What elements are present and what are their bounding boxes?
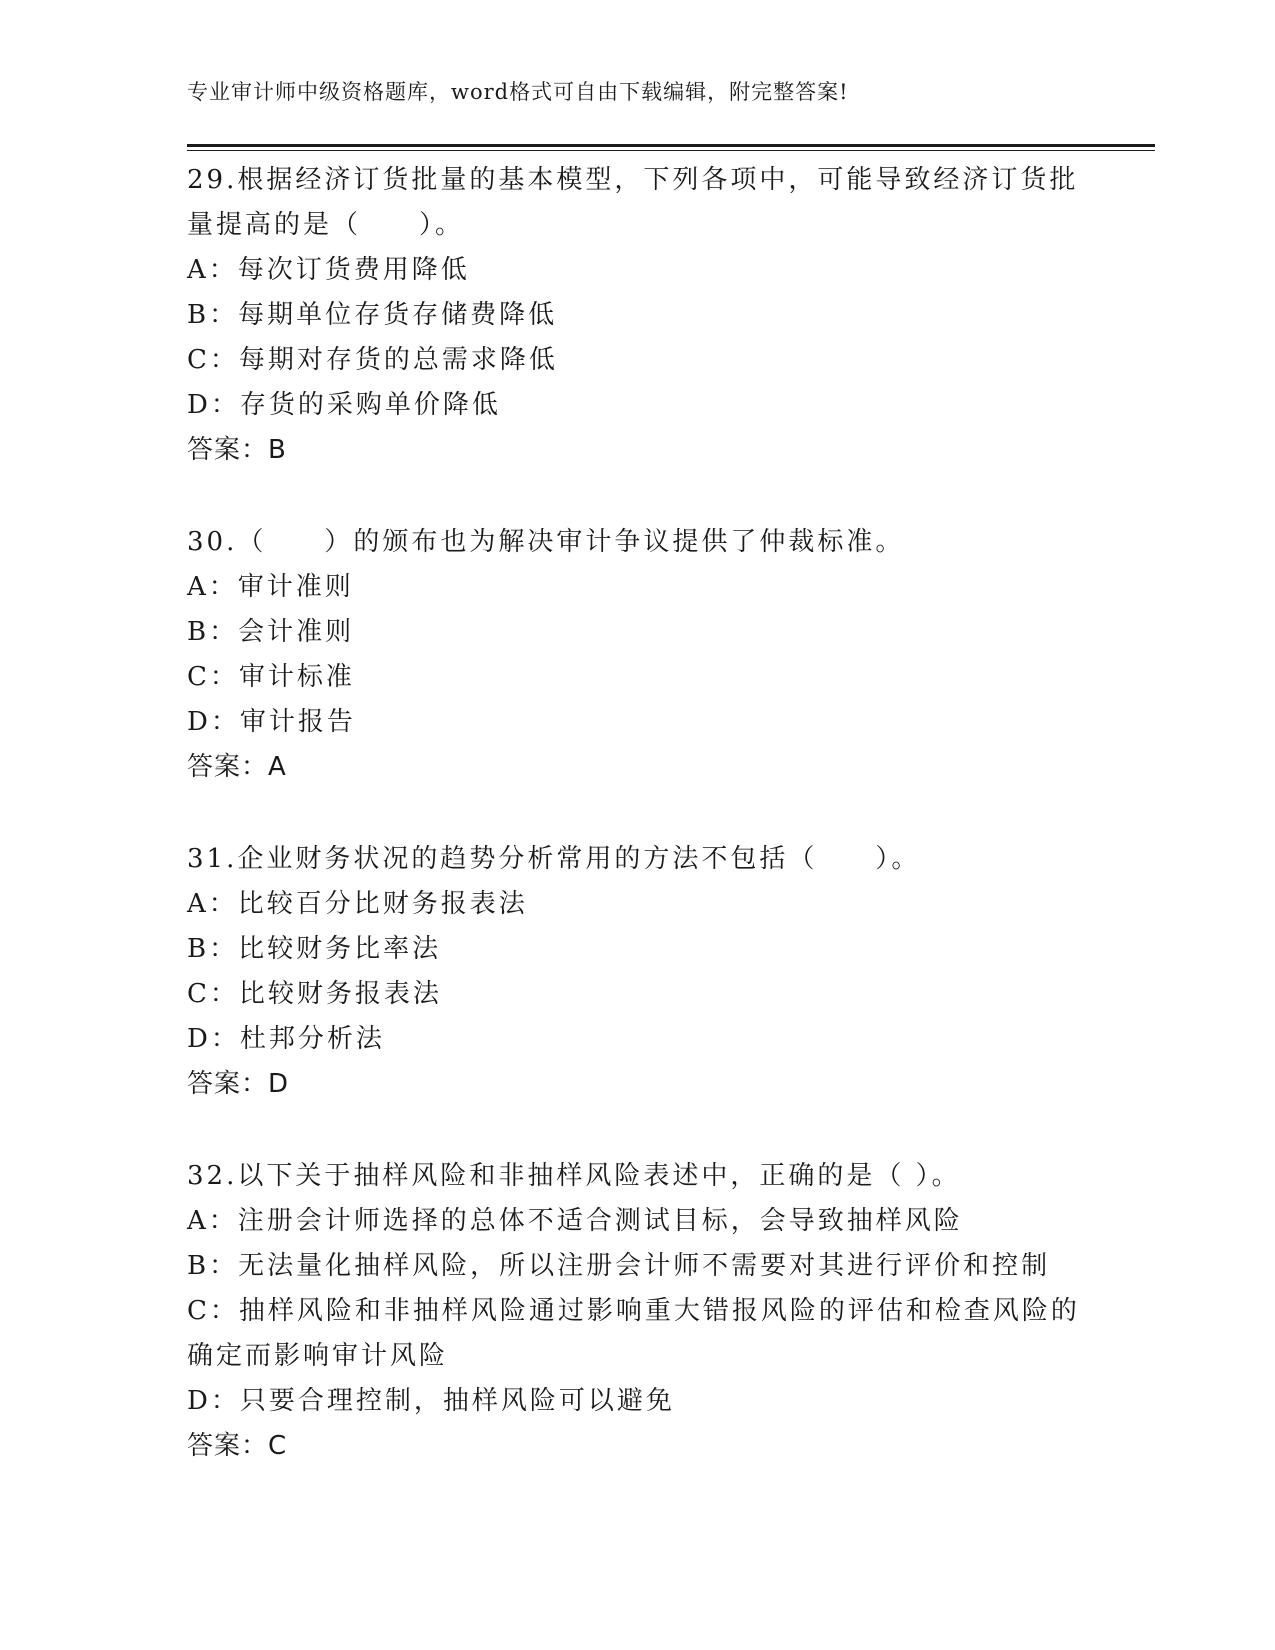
question-stem: 31.企业财务状况的趋势分析常用的方法不包括（ ）。 xyxy=(187,844,921,874)
option-a: A：注册会计师选择的总体不适合测试目标，会导致抽样风险 xyxy=(187,1206,963,1236)
option-a: A：审计准则 xyxy=(187,572,354,602)
option-c: C：比较财务报表法 xyxy=(187,979,442,1009)
header-rule-thin xyxy=(187,150,1155,151)
question-29 xyxy=(187,158,1087,473)
question-stem: 量提高的是（ ）。 xyxy=(187,210,465,240)
option-b: B：比较财务比率法 xyxy=(187,934,442,964)
spacer xyxy=(187,790,1087,837)
option-d: D：只要合理控制，抽样风险可以避免 xyxy=(187,1386,675,1416)
option-a: A：比较百分比财务报表法 xyxy=(187,889,528,919)
spacer xyxy=(187,473,1087,520)
option-a: A：每次订货费用降低 xyxy=(187,255,470,285)
question-30 xyxy=(187,520,1087,790)
question-32 xyxy=(187,1154,1087,1469)
option-b: B：每期单位存货存储费降低 xyxy=(187,300,558,330)
answer-line: 答案：A xyxy=(187,752,287,782)
option-c: C：每期对存货的总需求降低 xyxy=(187,345,558,375)
option-d: D：审计报告 xyxy=(187,707,356,737)
question-stem: 29.根据经济订货批量的基本模型，下列各项中，可能导致经济订货批 xyxy=(187,165,1079,195)
header-rule-thick xyxy=(187,144,1155,147)
question-list xyxy=(187,158,1087,1469)
option-c-continued: 确定而影响审计风险 xyxy=(187,1341,449,1371)
answer-line: 答案：B xyxy=(187,435,287,465)
option-d: D：杜邦分析法 xyxy=(187,1024,385,1054)
question-stem: 32.以下关于抽样风险和非抽样风险表述中，正确的是（ ）。 xyxy=(187,1161,961,1191)
answer-line: 答案：D xyxy=(187,1069,290,1099)
option-c: C：审计标准 xyxy=(187,662,355,692)
option-c: C：抽样风险和非抽样风险通过影响重大错报风险的评估和检查风险的 xyxy=(187,1296,1080,1326)
question-stem: 30.（ ）的颁布也为解决审计争议提供了仲裁标准。 xyxy=(187,527,905,557)
option-b: B：会计准则 xyxy=(187,617,355,647)
spacer xyxy=(187,1107,1087,1154)
page-header: 专业审计师中级资格题库，word格式可自由下载编辑，附完整答案! xyxy=(187,80,849,104)
option-d: D：存货的采购单价降低 xyxy=(187,390,501,420)
answer-line: 答案：C xyxy=(187,1431,288,1461)
question-31 xyxy=(187,837,1087,1107)
option-b: B：无法量化抽样风险，所以注册会计师不需要对其进行评价和控制 xyxy=(187,1251,1051,1281)
